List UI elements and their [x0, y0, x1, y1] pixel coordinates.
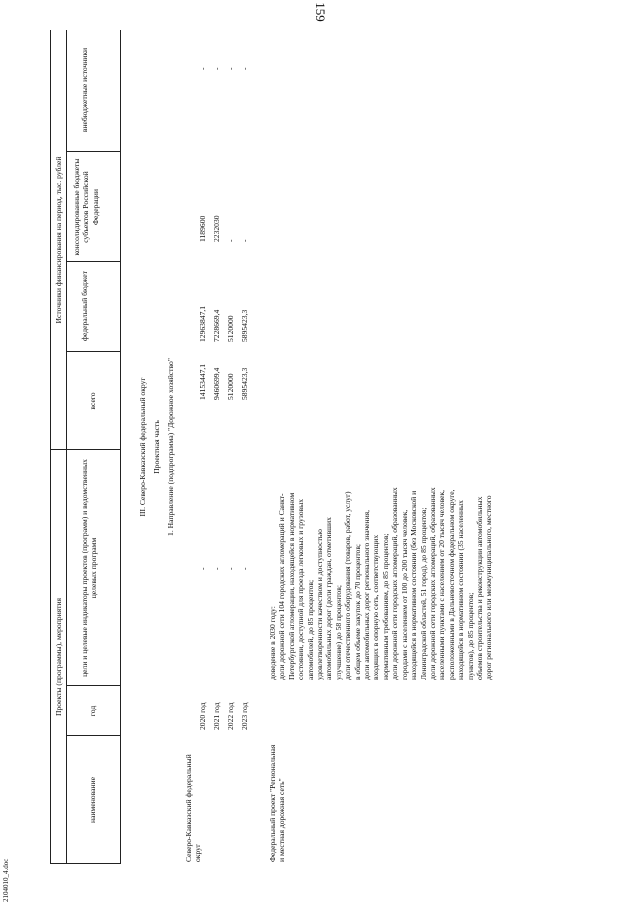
- column-header-year: год: [88, 705, 97, 717]
- row-total: 5895423,3: [240, 367, 249, 400]
- row-federal: 5120000: [226, 315, 235, 342]
- project-goal-line: Ленинградской областей, 51 город), до 85 процентов;: [418, 507, 428, 680]
- project-goal-line: доли отечественного оборудования (товаров, работ, услуг): [343, 491, 353, 680]
- project-goal-line: доли дорожной сети городских агломераций, образованных: [390, 487, 400, 680]
- column-header-regional: консолидированные бюджеты субъектов Российской Федерации: [72, 158, 100, 256]
- row-goals: -: [226, 567, 235, 570]
- project-name: Федеральный проект "Региональная и местная дорожная сеть": [268, 744, 287, 862]
- project-goal-line: населенными пунктами с населением от 20 тысяч человек,: [437, 489, 447, 680]
- project-goal-line: Петербургской агломерации, находящейся в нормативном: [286, 492, 296, 680]
- row-total: 5120000: [226, 373, 235, 400]
- table-top-border: [50, 30, 51, 864]
- project-goal-line: дорог регионального или межмуниципального, местного: [484, 495, 494, 680]
- project-goal-line: находящейся в нормативном состоянии (без Московской и: [409, 490, 419, 680]
- row-extra: -: [198, 67, 207, 70]
- group-header-funding: Источники финансирования на период, тыс. рублей: [54, 156, 63, 324]
- column-header-name: наименование: [88, 777, 97, 823]
- district-name: Северо-Кавказский федеральный округ: [184, 754, 203, 862]
- col-border-regional: [66, 261, 120, 262]
- project-goal-line: доли дорожной сети 104 городских агломераций и Санкт-: [277, 493, 287, 680]
- project-goal-line: в общем объеме закупок до 70 процентов;: [352, 543, 362, 680]
- project-goal-line: удовлетворенности качеством и доступностью: [315, 529, 325, 680]
- row-federal: 5895423,3: [240, 309, 249, 342]
- document-code: 2104010_4.doc: [2, 858, 10, 902]
- row-goals: -: [240, 567, 249, 570]
- row-total: 9460699,4: [212, 367, 221, 400]
- column-header-total: всего: [88, 392, 97, 410]
- subsection-title: Проектная часть: [152, 420, 161, 474]
- funding-group-divider: [66, 30, 67, 352]
- row-goals: -: [212, 567, 221, 570]
- column-header-extra: внебюджетные источники: [80, 47, 89, 133]
- rotated-table-page: [42, 30, 602, 870]
- project-goal-line: нормативным требованиям, до 85 процентов;: [380, 533, 390, 680]
- row-extra: -: [226, 67, 235, 70]
- project-goal-line: доведение в 2030 году:: [268, 606, 277, 680]
- row-year: 2023 год: [240, 702, 249, 730]
- project-goal-line: городами с населением от 100 до 200 тысяч человек,: [399, 509, 409, 680]
- project-goal-line: автомобилей, до 85 процентов;: [305, 579, 315, 680]
- project-goal-line: пунктов), до 85 процентов;: [465, 592, 475, 680]
- project-goal-line: улучшение) до 58 процентов;: [333, 585, 343, 680]
- row-federal: 12963847,1: [198, 305, 207, 342]
- row-year: 2020 год: [198, 702, 207, 730]
- row-year: 2021 год: [212, 702, 221, 730]
- row-regional: -: [240, 239, 249, 242]
- project-goal-line: доли автомобильных дорог регионального значения,: [362, 509, 372, 680]
- project-goal-line: входящих в опорную сеть, соответствующих: [371, 534, 381, 680]
- row-year: 2022 год: [226, 702, 235, 730]
- direction-title: 1. Направление (подпрограмма) "Дорожное хозяйство": [166, 358, 175, 536]
- row-extra: -: [240, 67, 249, 70]
- row-extra: -: [212, 67, 221, 70]
- row-regional: 1189600: [198, 215, 207, 242]
- project-goals: [268, 444, 494, 680]
- header-bottom-border: [120, 30, 121, 864]
- row-total: 14153447,1: [198, 363, 207, 400]
- project-goal-line: объемов строительства и реконструкции автомобильных: [474, 496, 484, 680]
- project-goal-line: состоянии, доступной для проезда легковых и грузовых: [296, 498, 306, 680]
- page-number: 159: [313, 2, 328, 22]
- col-border-extra: [66, 151, 120, 152]
- row-regional: -: [226, 239, 235, 242]
- section-title: III. Северо-Кавказский федеральный округ: [138, 377, 147, 517]
- column-header-federal: федеральный бюджет: [80, 271, 89, 341]
- row-goals: -: [198, 567, 207, 570]
- group-header-projects: Проекты (программы), мероприятия: [54, 597, 63, 717]
- column-header-goals: цели и целевые индикаторы проектов (программ) и ведомственных целевых программ: [80, 459, 99, 677]
- project-goal-line: находящейся в нормативном состоянии (35 населенных: [456, 500, 466, 680]
- row-regional: 2232030: [212, 215, 221, 242]
- row-federal: 7228669,4: [212, 309, 221, 342]
- project-goal-line: автомобильных дорог (доли граждан, отметивших: [324, 517, 334, 680]
- project-goal-line: расположенными в Дальневосточном федеральном округе,: [446, 489, 456, 680]
- project-goal-line: доли дорожной сети городских агломераций, образованных: [427, 487, 437, 680]
